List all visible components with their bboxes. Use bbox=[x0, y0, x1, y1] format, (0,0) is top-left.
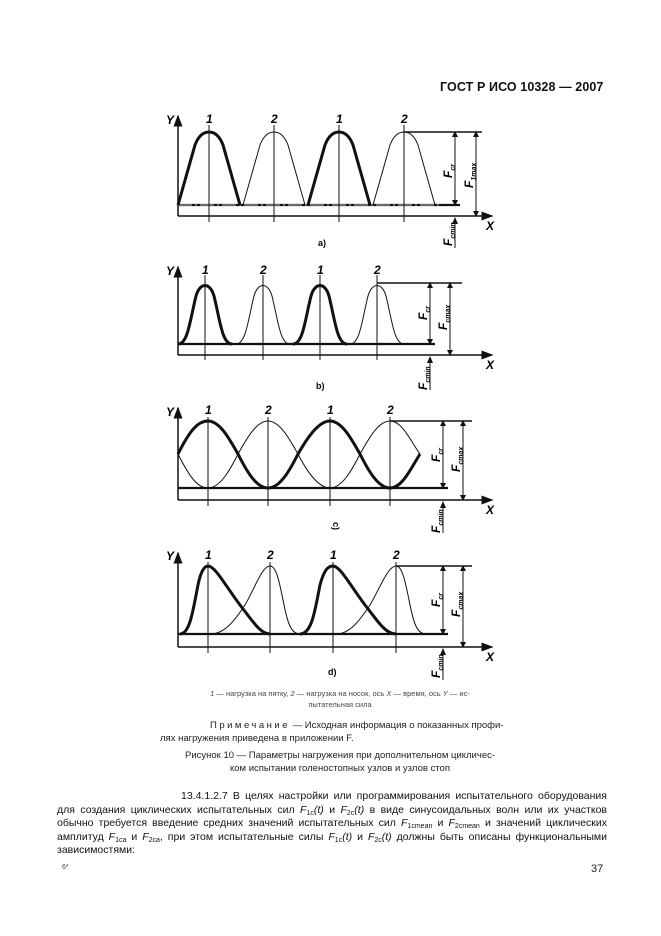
svg-text:Y: Y bbox=[166, 405, 175, 419]
svg-text:Y: Y bbox=[166, 549, 175, 563]
page-number: 37 bbox=[591, 863, 604, 875]
svg-text:1: 1 bbox=[202, 263, 209, 277]
svg-text:1: 1 bbox=[205, 548, 212, 562]
svg-text:2: 2 bbox=[265, 403, 272, 417]
panel-d-label: d) bbox=[328, 667, 337, 677]
svg-text:1: 1 bbox=[205, 403, 212, 417]
svg-text:X: X bbox=[486, 358, 495, 372]
svg-text:1: 1 bbox=[317, 263, 324, 277]
svg-text:Fcmin: $F_{cmin}$ bbox=[429, 509, 445, 533]
svg-text:Fcmax: $F_{cmax}$ bbox=[449, 446, 465, 472]
svg-text:Fcmin: $F_{cmin}$ bbox=[429, 654, 445, 678]
figure-caption: Рисунок 10 — Параметры нагружения при дополнительном цикличес- ком испытании голеностопных узлов и узлов стоп bbox=[184, 750, 496, 774]
panel-a-y-label: Y bbox=[166, 113, 175, 127]
panel-c-label: c) bbox=[331, 522, 341, 531]
svg-text:Fcr: $F_{cr}$ bbox=[441, 164, 457, 178]
svg-text:1: 1 bbox=[206, 112, 213, 126]
svg-text:1: 1 bbox=[327, 403, 334, 417]
svg-text:2: 2 bbox=[393, 548, 400, 562]
figure-legend: 1 — нагрузка на пятку, 2 — нагрузка на носок, ось X — время, ось Y — ис- пытательная сила bbox=[210, 689, 470, 709]
svg-text:Fcmax: $F_{cmax}$ bbox=[436, 304, 452, 330]
svg-text:Fcr: $F_{cr}$ bbox=[429, 448, 445, 462]
svg-text:2: 2 bbox=[374, 263, 381, 277]
panel-a bbox=[178, 116, 492, 248]
svg-text:X: X bbox=[486, 503, 495, 517]
standard-header: ГОСТ Р ИСО 10328 — 2007 bbox=[440, 80, 604, 94]
body-paragraph: 13.4.1.2.7 В целях настройки или программирования испытательного оборудования для создания циклических испытательных сил $F_{1c}(t)$ и $F_{2c}(t)$ в виде синусоидальных волн или их участков обычно требуется введение средних значений испытательных сил $F_{1cmean}$ и $F_{2cmean}$ и значений циклических амплитуд $F_{1ca}$ и $F_{2ca}$, при этом испытательные силы $F_{1c}(t)$ и $F_{2c}(t)$ должны быть описаны функциональными зависимостями: bbox=[57, 790, 608, 856]
panel-a-x-label: X bbox=[486, 219, 495, 233]
panel-b-label: b) bbox=[316, 381, 325, 391]
svg-text:Fcmin: $F_{cmin}$ bbox=[441, 222, 457, 246]
panel-a-label: a) bbox=[318, 238, 327, 248]
svg-text:Fcr: $F_{cr}$ bbox=[416, 306, 432, 320]
svg-text:2: 2 bbox=[401, 112, 408, 126]
svg-text:Fcr: $F_{cr}$ bbox=[429, 593, 445, 607]
svg-text:2: 2 bbox=[267, 548, 274, 562]
svg-text:1: 1 bbox=[330, 548, 337, 562]
svg-text:Y: Y bbox=[166, 264, 175, 278]
svg-text:X: X bbox=[486, 650, 495, 664]
svg-text:Fcmax: $F_{cmax}$ bbox=[449, 591, 465, 617]
svg-text:F1max: $F_{1max}$ bbox=[462, 162, 478, 188]
svg-text:2: 2 bbox=[387, 403, 394, 417]
svg-text:2: 2 bbox=[260, 263, 267, 277]
note-label: Примечание bbox=[210, 720, 290, 731]
svg-text:2: 2 bbox=[271, 112, 278, 126]
footer-signature: 6* bbox=[62, 864, 69, 871]
figure-note: Примечание — Исходная информация о показанных профи- лях нагружения приведена в приложении F. bbox=[160, 720, 504, 744]
svg-text:Fcmin: $F_{cmin}$ bbox=[416, 366, 432, 390]
svg-text:1: 1 bbox=[336, 112, 343, 126]
